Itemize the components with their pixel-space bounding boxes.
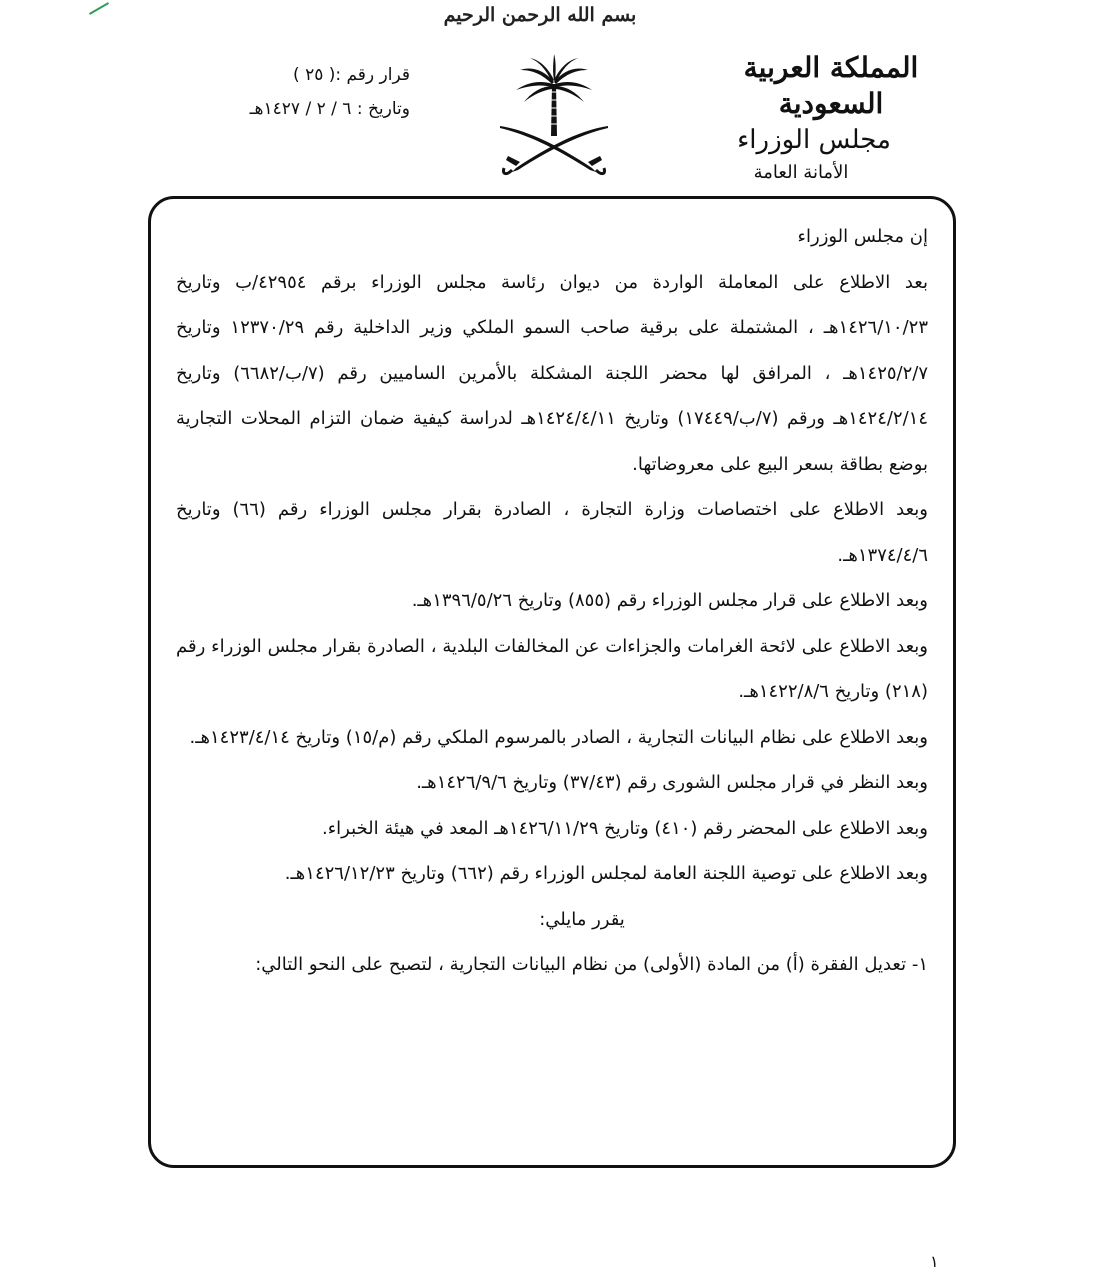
decision-reference xyxy=(170,58,410,126)
corner-mark xyxy=(85,0,109,15)
saudi-emblem-icon xyxy=(496,52,612,180)
paragraph-2: وبعد الاطلاع على اختصاصات وزارة التجارة ، الصادرة بقرار مجلس الوزراء رقم (٦٦) وتاريخ ١٣٧٤/٤/٦هـ. xyxy=(176,499,928,566)
paragraph-7: وبعد الاطلاع على المحضر رقم (٤١٠) وتاريخ ١٤٢٦/١١/٢٩هـ المعد في هيئة الخبراء. xyxy=(321,817,928,839)
opening-line: إن مجلس الوزراء xyxy=(797,226,928,247)
paragraph-5: وبعد الاطلاع على نظام البيانات التجارية ، الصادر بالمرسوم الملكي رقم (م/١٥) وتاريخ ١٤٢٣/٤/١٤هـ. xyxy=(189,726,928,748)
paragraph-1: بعد الاطلاع على المعاملة الواردة من ديوان رئاسة مجلس الوزراء برقم ٤٢٩٥٤/ب وتاريخ ١٤٢٦/١٠/٢٣هـ ، المشتملة على برقية صاحب السمو الملكي وزير الداخلية رقم ١٢٣٧٠/٢٩ وتاريخ ١٤٢٥/٢/٧هـ ، المرافق لها محضر اللجنة المشكلة بالأمرين الساميين رقم (٧/ب/٦٦٨٢) وتاريخ ١٤٢٤/٢/١٤هـ ورقم (٧/ب/١٧٤٤٩) وتاريخ ١٤٢٤/٤/١١هـ لدراسة كيفية ضمان التزام المحلات التجارية بوضع بطاقة بسعر البيع على معروضاتها. xyxy=(176,271,929,475)
decision-number: قرار رقم :( ٢٥ ) xyxy=(293,65,410,85)
item-1: ١- تعديل الفقرة (أ) من المادة (الأولى) من نظام البيانات التجارية ، لتصبح على النحو التالي: xyxy=(255,954,928,975)
decision-date: وتاريخ : ٦ / ٢ / ١٤٢٧هـ xyxy=(249,99,410,119)
page-number: ١ xyxy=(930,1252,939,1271)
decision-body xyxy=(176,214,928,988)
secretariat-name: الأمانة العامة xyxy=(753,162,849,183)
basmala: بسم الله الرحمن الرحيم xyxy=(443,4,637,26)
kingdom-name: المملكة العربية السعودية xyxy=(743,51,919,120)
decides-heading: يقرر مايلي: xyxy=(539,908,625,930)
paragraph-4: وبعد الاطلاع على لائحة الغرامات والجزاءات عن المخالفات البلدية ، الصادرة بقرار مجلس الوزراء رقم (٢١٨) وتاريخ ١٤٢٢/٨/٦هـ. xyxy=(176,635,928,702)
paragraph-3: وبعد الاطلاع على قرار مجلس الوزراء رقم (٨٥٥) وتاريخ ١٣٩٦/٥/٢٦هـ. xyxy=(411,590,928,611)
council-name: مجلس الوزراء xyxy=(737,125,891,155)
paragraph-8: وبعد الاطلاع على توصية اللجنة العامة لمجلس الوزراء رقم (٦٦٢) وتاريخ ١٤٢٦/١٢/٢٣هـ. xyxy=(284,863,928,884)
paragraph-6: وبعد النظر في قرار مجلس الشورى رقم (٣٧/٤٣) وتاريخ ١٤٢٦/٩/٦هـ. xyxy=(416,772,928,793)
letterhead-right xyxy=(691,50,971,188)
